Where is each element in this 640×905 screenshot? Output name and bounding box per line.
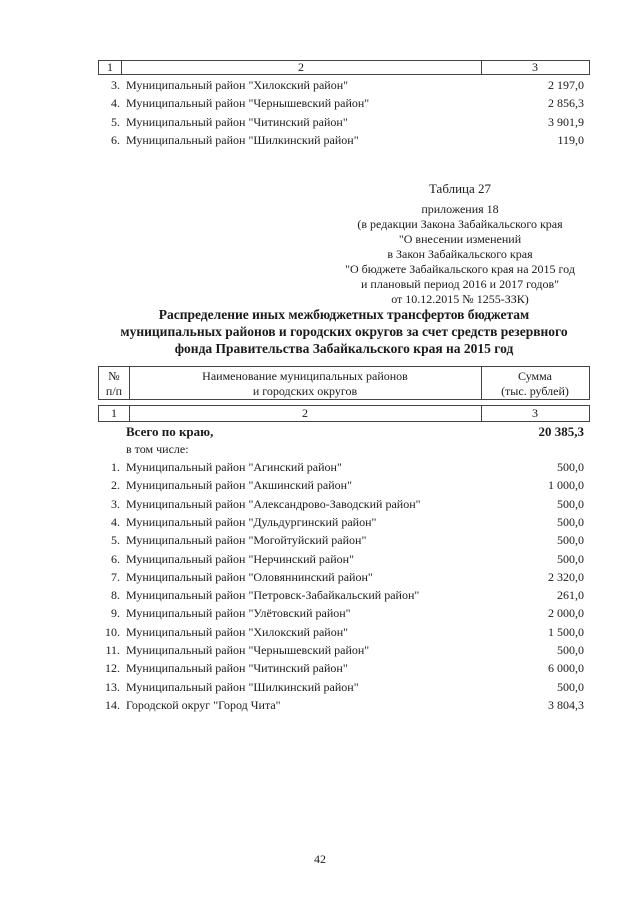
row-num: 7. — [111, 569, 120, 584]
caption-line: (в редакции Закона Забайкальского края — [357, 217, 563, 231]
row-num: 3. — [111, 496, 120, 511]
row-value: 500,0 — [557, 533, 584, 548]
row-name: Муниципальный район "Нерчинский район" — [126, 551, 354, 566]
row-name: Муниципальный район "Могойтуйский район" — [126, 533, 367, 548]
col-number-2: 2 — [298, 60, 304, 74]
title-line: муниципальных районов и городских округов за счет средств резервного — [120, 324, 568, 339]
row-name: Муниципальный район "Александрово-Заводский район" — [126, 496, 421, 511]
col-number-1: 1 — [107, 60, 113, 74]
row-name: Муниципальный район "Акшинский район" — [126, 478, 352, 493]
col-number-1: 1 — [111, 406, 117, 420]
caption-line: от 10.12.2015 № 1255-ЗЗК) — [391, 292, 529, 306]
table-row — [98, 113, 590, 131]
row-num: 3. — [111, 78, 120, 92]
row-num: 4. — [111, 96, 120, 111]
table-row — [98, 131, 590, 149]
row-num: 9. — [111, 606, 120, 621]
row-value: 500,0 — [557, 496, 584, 511]
table-row — [98, 641, 590, 659]
table-row — [98, 659, 590, 677]
table-row — [98, 531, 590, 549]
row-name: Муниципальный район "Петровск-Забайкальский район" — [126, 588, 420, 603]
row-name: Муниципальный район "Дульдургинский район" — [126, 514, 377, 529]
row-num: 12. — [105, 661, 120, 676]
caption-line: приложения 18 — [421, 202, 499, 216]
row-value: 3 804,3 — [548, 697, 584, 712]
main-table-header — [98, 366, 590, 400]
row-value: 1 500,0 — [548, 624, 584, 639]
col-number-2: 2 — [302, 406, 308, 420]
table-row — [98, 76, 590, 94]
row-name: Муниципальный район "Читинский район" — [126, 661, 348, 676]
table-title — [98, 306, 590, 357]
subtitle: в том числе: — [126, 442, 189, 456]
row-num: 13. — [105, 679, 120, 694]
row-num: 6. — [111, 551, 120, 566]
caption-line: "О внесении изменений — [398, 232, 522, 246]
table-row — [98, 495, 590, 513]
row-num: 4. — [111, 514, 120, 529]
table-row — [98, 94, 590, 112]
row-value: 3 901,9 — [548, 114, 584, 129]
title-line: Распределение иных межбюджетных трансфертов бюджетам — [158, 307, 530, 322]
table-row — [98, 513, 590, 531]
row-num: 10. — [105, 624, 120, 639]
row-name: Муниципальный район "Шилкинский район" — [126, 132, 359, 147]
caption-line: "О бюджете Забайкальского края на 2015 год — [345, 262, 575, 276]
row-value: 500,0 — [557, 460, 584, 474]
col-number-3: 3 — [532, 60, 538, 74]
row-name: Муниципальный район "Агинский район" — [126, 460, 342, 474]
row-name: Муниципальный район "Оловяннинский район" — [126, 569, 373, 584]
header-name: Наименование муниципальных районов и городских округов — [202, 369, 408, 398]
table-row — [98, 458, 590, 476]
title-line: фонда Правительства Забайкальского края на 2015 год — [174, 341, 514, 356]
top-table-column-numbers — [98, 60, 590, 75]
row-num: 14. — [105, 697, 120, 712]
table-row — [98, 476, 590, 494]
main-table-column-numbers — [98, 405, 590, 422]
row-value: 500,0 — [557, 514, 584, 529]
row-name: Муниципальный район "Хилокский район" — [126, 78, 349, 92]
caption-line: и плановый период 2016 и 2017 годов" — [360, 277, 560, 291]
col-number-3: 3 — [532, 406, 538, 420]
table-row — [98, 586, 590, 604]
row-name: Муниципальный район "Шилкинский район" — [126, 679, 359, 694]
row-value: 2 320,0 — [548, 569, 584, 584]
header-number: № п/п — [105, 369, 123, 398]
total-value: 20 385,3 — [538, 424, 584, 439]
page-number: 42 — [314, 852, 326, 866]
row-value: 500,0 — [557, 643, 584, 657]
row-name: Городской округ "Город Чита" — [126, 697, 281, 712]
row-name: Муниципальный район "Улётовский район" — [126, 606, 351, 621]
row-num: 2. — [111, 478, 120, 493]
row-num: 5. — [111, 114, 120, 129]
row-value: 6 000,0 — [548, 661, 584, 676]
row-name: Муниципальный район "Читинский район" — [126, 114, 348, 129]
caption-line: в Закон Забайкальского края — [387, 247, 533, 261]
row-value: 2 000,0 — [548, 606, 584, 621]
row-num: 11. — [105, 643, 120, 657]
table-row — [98, 568, 590, 586]
row-value: 500,0 — [557, 551, 584, 566]
table-label: Таблица 27 — [428, 181, 492, 196]
header-sum: Сумма (тыс. рублей) — [501, 369, 569, 398]
row-num: 5. — [111, 533, 120, 548]
total-row — [98, 423, 590, 441]
table-row — [98, 623, 590, 641]
row-value: 119,0 — [557, 132, 584, 147]
table-row — [98, 678, 590, 696]
table-row — [98, 604, 590, 622]
table-row — [98, 696, 590, 714]
row-num: 1. — [111, 460, 120, 474]
row-num: 6. — [111, 132, 120, 147]
row-value: 2 856,3 — [548, 96, 584, 111]
row-num: 8. — [111, 588, 120, 603]
table-row — [98, 550, 590, 568]
total-label: Всего по краю, — [126, 424, 214, 439]
row-name: Муниципальный район "Чернышевский район" — [126, 643, 370, 657]
row-value: 261,0 — [557, 588, 584, 603]
row-value: 1 000,0 — [548, 478, 584, 493]
table-caption — [300, 181, 620, 307]
row-name: Муниципальный район "Хилокский район" — [126, 624, 349, 639]
row-value: 2 197,0 — [548, 78, 584, 92]
row-name: Муниципальный район "Чернышевский район" — [126, 96, 370, 111]
row-value: 500,0 — [557, 679, 584, 694]
